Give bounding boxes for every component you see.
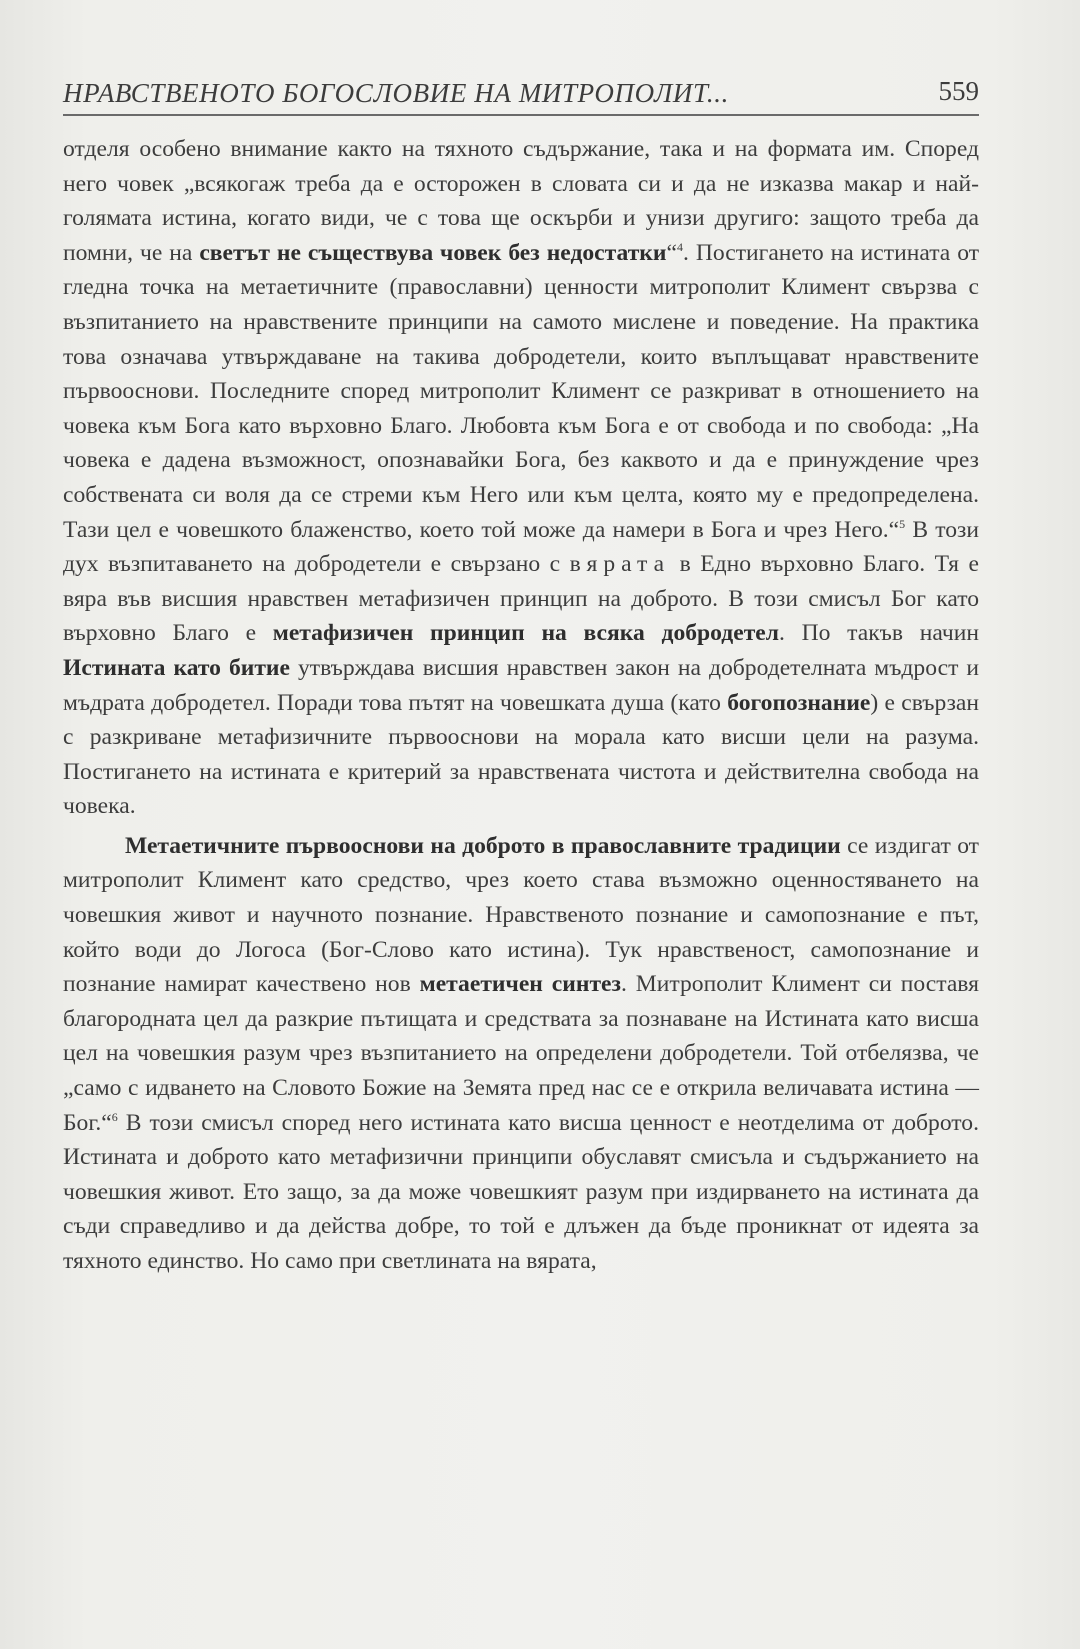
spaced-word: вярата bbox=[569, 551, 671, 578]
text-run: в Едно върховно Благо. Тя е вяра във висшия нравствен метафизичен принцип на доброто. В този смисъл Бог като върховно Благо е bbox=[63, 551, 979, 647]
paragraph bbox=[63, 829, 979, 1279]
bold-phrase: светът не съществува човек без недостатки bbox=[199, 239, 667, 266]
bold-phrase: метаетичен синтез bbox=[419, 971, 621, 998]
text-run: . Митрополит Климент си поставя благородната цел да разкрие пътищата и средствата за познаване на Истината като висша цел на човешкия разум чрез възпитанието на определени добродетели. Той отбелязва, че „само с идването на Словото Божие на Земята пред нас се е открила величавата истина — Бог.“ bbox=[63, 971, 979, 1136]
paragraph bbox=[63, 132, 979, 824]
bold-phrase: богопознание bbox=[727, 689, 871, 716]
text-run: В този дух възпитаването на добродетели е свързано с bbox=[63, 516, 980, 578]
running-header bbox=[63, 74, 979, 116]
text-run: се издигат от митрополит Климент като средство, чрез което става възможно оценностяването на човешкия живот и научното познание. Нравственото познание и самопознание е път, който води до Логоса (Бог-Слово като истина). Тук нравственост, самопознание и познание намират качествено нов bbox=[63, 832, 979, 998]
footnote-ref: 5 bbox=[899, 516, 906, 531]
running-title: НРАВСТВЕНОТО БОГОСЛОВИЕ НА МИТРОПОЛИТ... bbox=[63, 78, 729, 108]
text-run: утвърждава висшия нравствен закон на добродетелната мъдрост и мъдрата добродетел. Поради това пътят на човешката душа (като bbox=[63, 654, 980, 716]
page-number: 559 bbox=[938, 76, 979, 106]
text-run: . Постигането на истината от гледна точка на метаетичните (православни) ценности митрополит Климент свързва с възпитанието на нравствените принципи на самото мислене и поведение. На практика това означава утвърждаване на такива добродетели, които въплъщават нравствените първооснови. Последните според митрополит Климент се разкриват в отношението на човека към Бога като върховно Благо. Любовта към Бога е от свобода и по свобода: „На човека е дадена възможност, опознавайки Бога, без каквото и да е принуждение чрез собствената си воля да се стреми към Него или към целта, която му е предопределена. Тази цел е човешкото блаженство, което той може да намери в Бога и чрез Него.“ bbox=[63, 239, 980, 543]
bold-phrase: Метаетичните първооснови на доброто в православните традиции bbox=[125, 832, 841, 859]
text-run: В този смисъл според него истината като висша ценност е неотделима от доброто. Истината и доброто като метафизични принципи обуславят смисъла и съдържанието на човешкия живот. Ето защо, за да може човешкият разум при издирването на истината да съди справедливо и да действа добре, то той е длъжен да бъде проникнат от идеята за тяхното единство. Но само при светлината на вярата, bbox=[63, 1109, 979, 1274]
bold-phrase: метафизичен принцип на всяка добродетел bbox=[272, 620, 780, 647]
main-text bbox=[63, 132, 979, 1279]
bold-phrase: Истината като битие bbox=[63, 654, 291, 681]
closing-quote: “ bbox=[666, 239, 677, 266]
footnote-ref: 4 bbox=[676, 239, 683, 254]
text-run: . По такъв начин bbox=[779, 620, 980, 647]
text-run: отделя особено внимание както на тяхното съдържание, така и на формата им. Според него човек „всякогаж треба да е осторожен в словата си и да не изказва макар и най-голямата истина, когато види, че с това ще оскърби и унизи другиго: защото треба да помни, че на bbox=[63, 136, 979, 266]
footnote-ref: 6 bbox=[111, 1109, 118, 1124]
text-run: ) е свързан с разкриване метафизичните първооснови на морала като висши цели на разума. Постигането на истината е критерий за нравствената чистота и действителна свобода на човека. bbox=[63, 689, 979, 820]
